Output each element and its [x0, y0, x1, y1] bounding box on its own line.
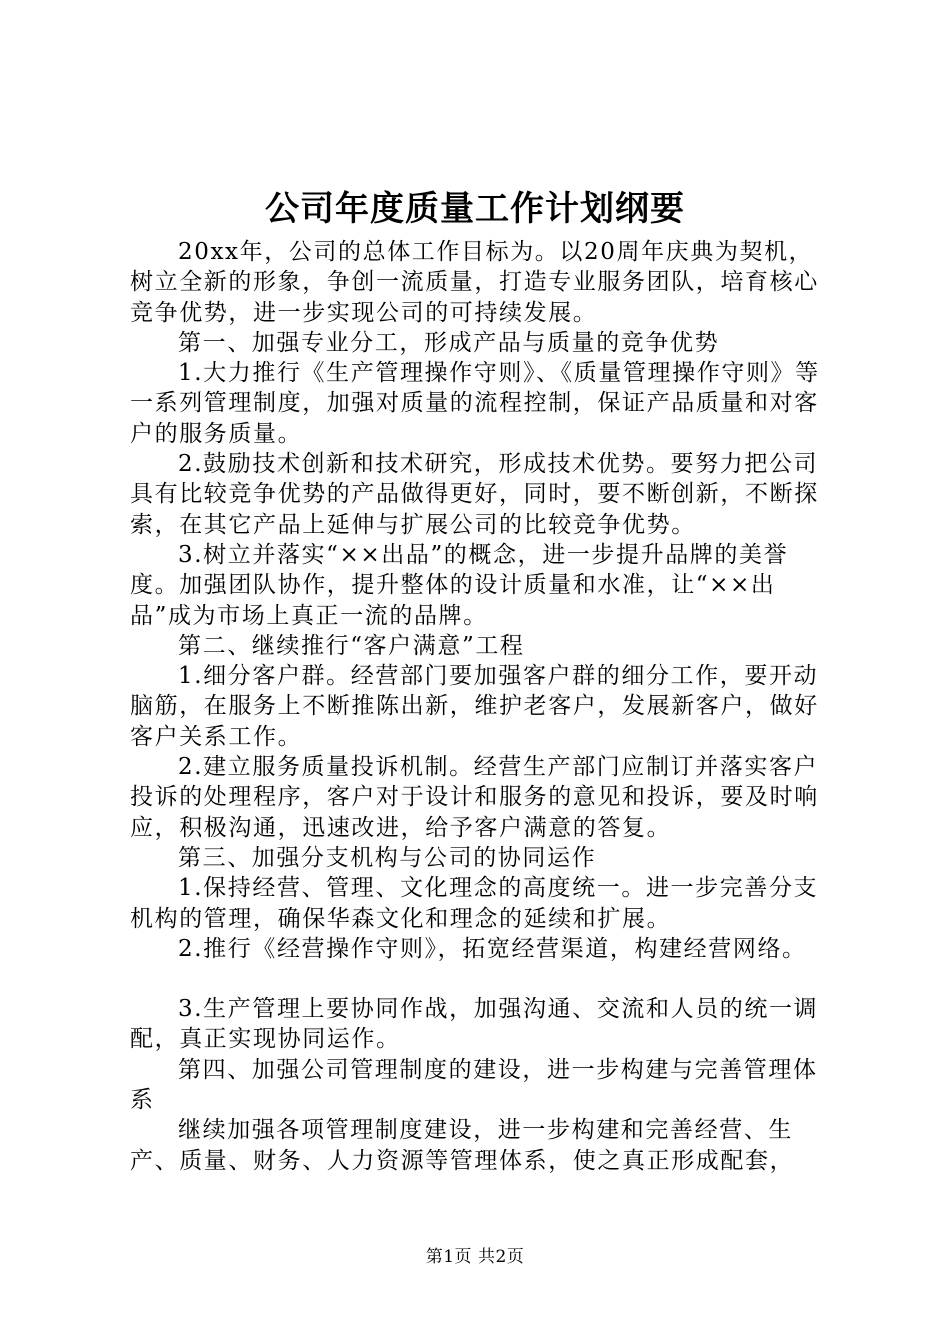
- paragraph-3-3: 3.生产管理上要协同作战，加强沟通、交流和人员的统一调配，真正实现协同运作。: [130, 996, 819, 1053]
- paragraph-1-2: 2.鼓励技术创新和技术研究，形成技术优势。要努力把公司具有比较竞争优势的产品做得更好，同时，要不断创新，不断探索，在其它产品上延伸与扩展公司的比较竞争优势。: [130, 451, 819, 538]
- intro-paragraph: 20xx年，公司的总体工作目标为。以20周年庆典为契机，树立全新的形象，争创一流质量，打造专业服务团队，培育核心竞争优势，进一步实现公司的可持续发展。: [130, 239, 819, 326]
- document-body: [130, 237, 830, 1176]
- paragraph-3-2: 2.推行《经营操作守则》，拓宽经营渠道，构建经营网络。: [178, 935, 807, 962]
- paragraph-1-1: 1.大力推行《生产管理操作守则》、《质量管理操作守则》等一系列管理制度，加强对质量的流程控制，保证产品质量和对客户的服务质量。: [130, 360, 820, 447]
- paragraph-1-3: 3.树立并落实“××出品”的概念，进一步提升品牌的美誉度。加强团队协作，提升整体的设计质量和水准，让“××出品”成为市场上真正一流的品牌。: [130, 541, 789, 629]
- paragraph-3-1: 1.保持经营、管理、文化理念的高度统一。进一步完善分支机构的管理，确保华森文化和理念的延续和扩展。: [130, 875, 819, 932]
- section-heading-1: 第一、加强专业分工，形成产品与质量的竞争优势: [178, 329, 720, 356]
- section-heading-4: 第四、加强公司管理制度的建设，进一步构建与完善管理体系: [130, 1056, 818, 1114]
- document-title: 公司年度质量工作计划纲要: [265, 189, 685, 229]
- page-footer: 第1页 共2页: [425, 1247, 525, 1267]
- section-heading-2: 第二、继续推行“客户满意”工程: [178, 632, 525, 659]
- paragraph-4-1: 继续加强各项管理制度建设，进一步构建和完善经营、生产、质量、财务、人力资源等管理体系，使之真正形成配套，: [130, 1117, 795, 1174]
- paragraph-2-1: 1.细分客户群。经营部门要加强客户群的细分工作，要开动脑筋，在服务上不断推陈出新，维护老客户，发展新客户，做好客户关系工作。: [130, 663, 819, 750]
- paragraph-2-2: 2.建立服务质量投诉机制。经营生产部门应制订并落实客户投诉的处理程序，客户对于设计和服务的意见和投诉，要及时响应，积极沟通，迅速改进，给予客户满意的答复。: [130, 754, 819, 841]
- section-heading-3: 第三、加强分支机构与公司的协同运作: [178, 844, 597, 871]
